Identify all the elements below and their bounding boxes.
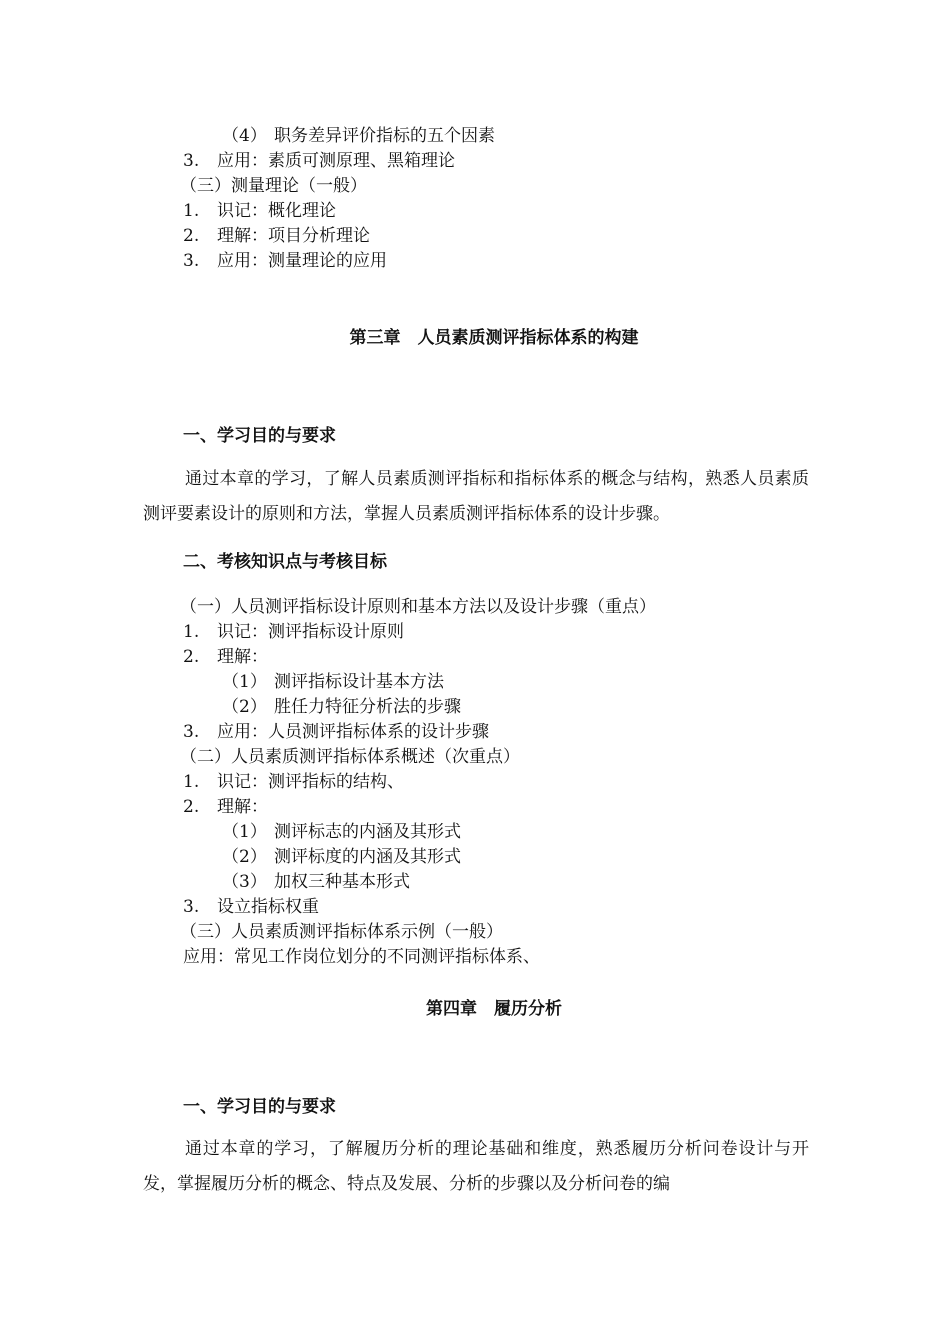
list-item: 1. 识记：概化理论 xyxy=(183,201,336,221)
list-item: 3. 应用：人员测评指标体系的设计步骤 xyxy=(183,722,489,742)
list-item: （3） 加权三种基本形式 xyxy=(222,872,410,892)
list-item: 2. 理解： xyxy=(183,797,268,817)
subsection-heading: （二）人员素质测评指标体系概述（次重点） xyxy=(180,747,520,767)
list-item: （1） 测评指标设计基本方法 xyxy=(222,672,444,692)
list-item: （2） 胜任力特征分析法的步骤 xyxy=(222,697,461,717)
chapter-title: 第三章 人员素质测评指标体系的构建 xyxy=(349,328,639,348)
section-heading: （三）测量理论（一般） xyxy=(180,176,367,196)
list-item: （2） 测评标度的内涵及其形式 xyxy=(222,847,461,867)
list-item: 1. 识记：测评指标的结构、 xyxy=(183,772,404,792)
list-item: （4） 职务差异评价指标的五个因素 xyxy=(222,126,495,146)
paragraph: 通过本章的学习，了解履历分析的理论基础和维度，熟悉履历分析问卷设计与开发，掌握履历分析的概念、特点及发展、分析的步骤以及分析问卷的编 xyxy=(143,1139,809,1194)
list-item: 2. 理解：项目分析理论 xyxy=(183,226,370,246)
list-item: 3. 应用：测量理论的应用 xyxy=(183,251,387,271)
subsection-heading: （一）人员测评指标设计原则和基本方法以及设计步骤（重点） xyxy=(180,597,656,617)
paragraph: 通过本章的学习，了解人员素质测评指标和指标体系的概念与结构，熟悉人员素质测评要素设计的原则和方法，掌握人员素质测评指标体系的设计步骤。 xyxy=(143,469,809,524)
list-item: 应用：常见工作岗位划分的不同测评指标体系、 xyxy=(183,947,540,967)
list-item: 2. 理解： xyxy=(183,647,268,667)
subsection-heading: （三）人员素质测评指标体系示例（一般） xyxy=(180,922,503,942)
section-heading: 一、学习目的与要求 xyxy=(183,1097,336,1117)
list-item: 1. 识记：测评指标设计原则 xyxy=(183,622,404,642)
list-item: 3. 设立指标权重 xyxy=(183,897,319,917)
list-item: （1） 测评标志的内涵及其形式 xyxy=(222,822,461,842)
chapter-title: 第四章 履历分析 xyxy=(426,999,562,1019)
section-heading: 二、考核知识点与考核目标 xyxy=(183,552,387,572)
list-item: 3. 应用：素质可测原理、黑箱理论 xyxy=(183,151,455,171)
section-heading: 一、学习目的与要求 xyxy=(183,426,336,446)
